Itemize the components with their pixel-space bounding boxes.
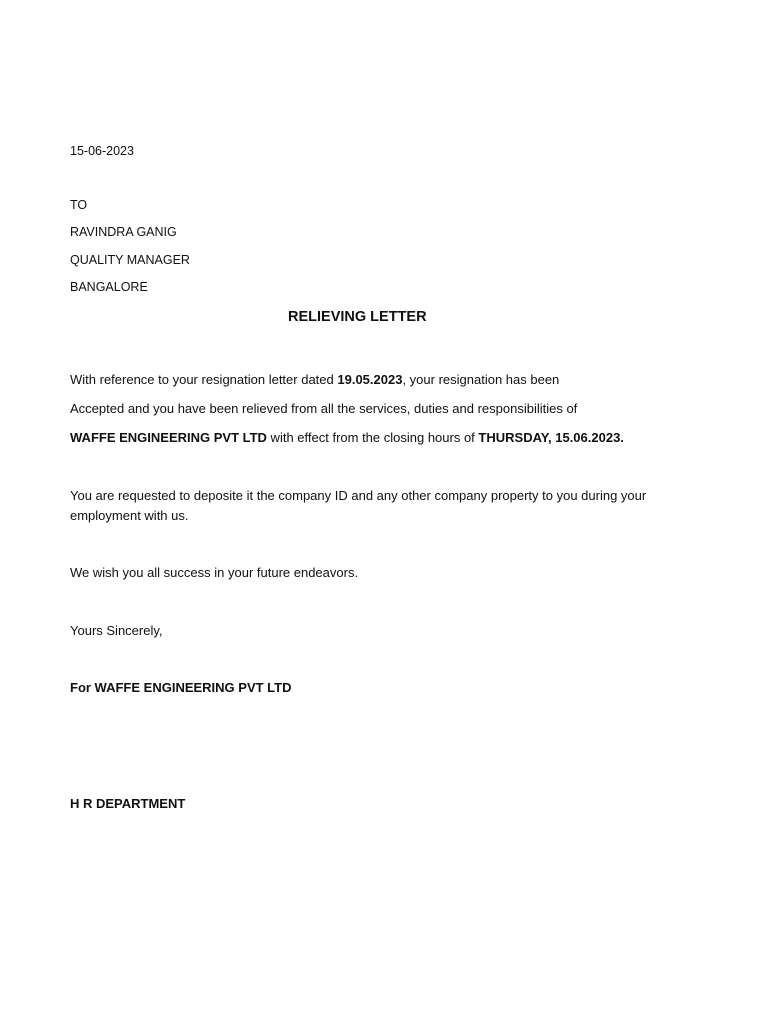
- closing-salutation: Yours Sincerely,: [70, 623, 163, 638]
- letter-date: 15-06-2023: [70, 144, 134, 158]
- recipient-name: RAVINDRA GANIG: [70, 225, 177, 239]
- body-paragraph-1-line-1: [70, 372, 559, 388]
- company-name: WAFFE ENGINEERING PVT LTD: [70, 430, 267, 445]
- body-paragraph-2: You are requested to deposite it the company ID and any other company property to you during your employment with us.: [70, 488, 647, 523]
- body-paragraph-1-line-2: Accepted and you have been relieved from all the services, duties and responsibilities of: [70, 401, 578, 416]
- signatory-department: H R DEPARTMENT: [70, 796, 186, 811]
- body-text: with effect from the closing hours of: [266, 430, 479, 445]
- recipient-to-label: TO: [70, 198, 88, 212]
- recipient-city: BANGALORE: [70, 280, 148, 294]
- resignation-date: 19.05.2023: [337, 372, 403, 387]
- recipient-designation: QUALITY MANAGER: [70, 253, 190, 267]
- body-paragraph-1-line-3: [70, 430, 624, 446]
- body-text: , your resignation has been: [402, 372, 560, 387]
- letter-title: RELIEVING LETTER: [288, 309, 427, 325]
- body-paragraph-3: We wish you all success in your future endeavors.: [70, 565, 359, 580]
- relieving-date: THURSDAY, 15.06.2023.: [478, 430, 624, 445]
- closing-company: For WAFFE ENGINEERING PVT LTD: [70, 680, 292, 695]
- body-text: With reference to your resignation letter dated: [70, 372, 338, 387]
